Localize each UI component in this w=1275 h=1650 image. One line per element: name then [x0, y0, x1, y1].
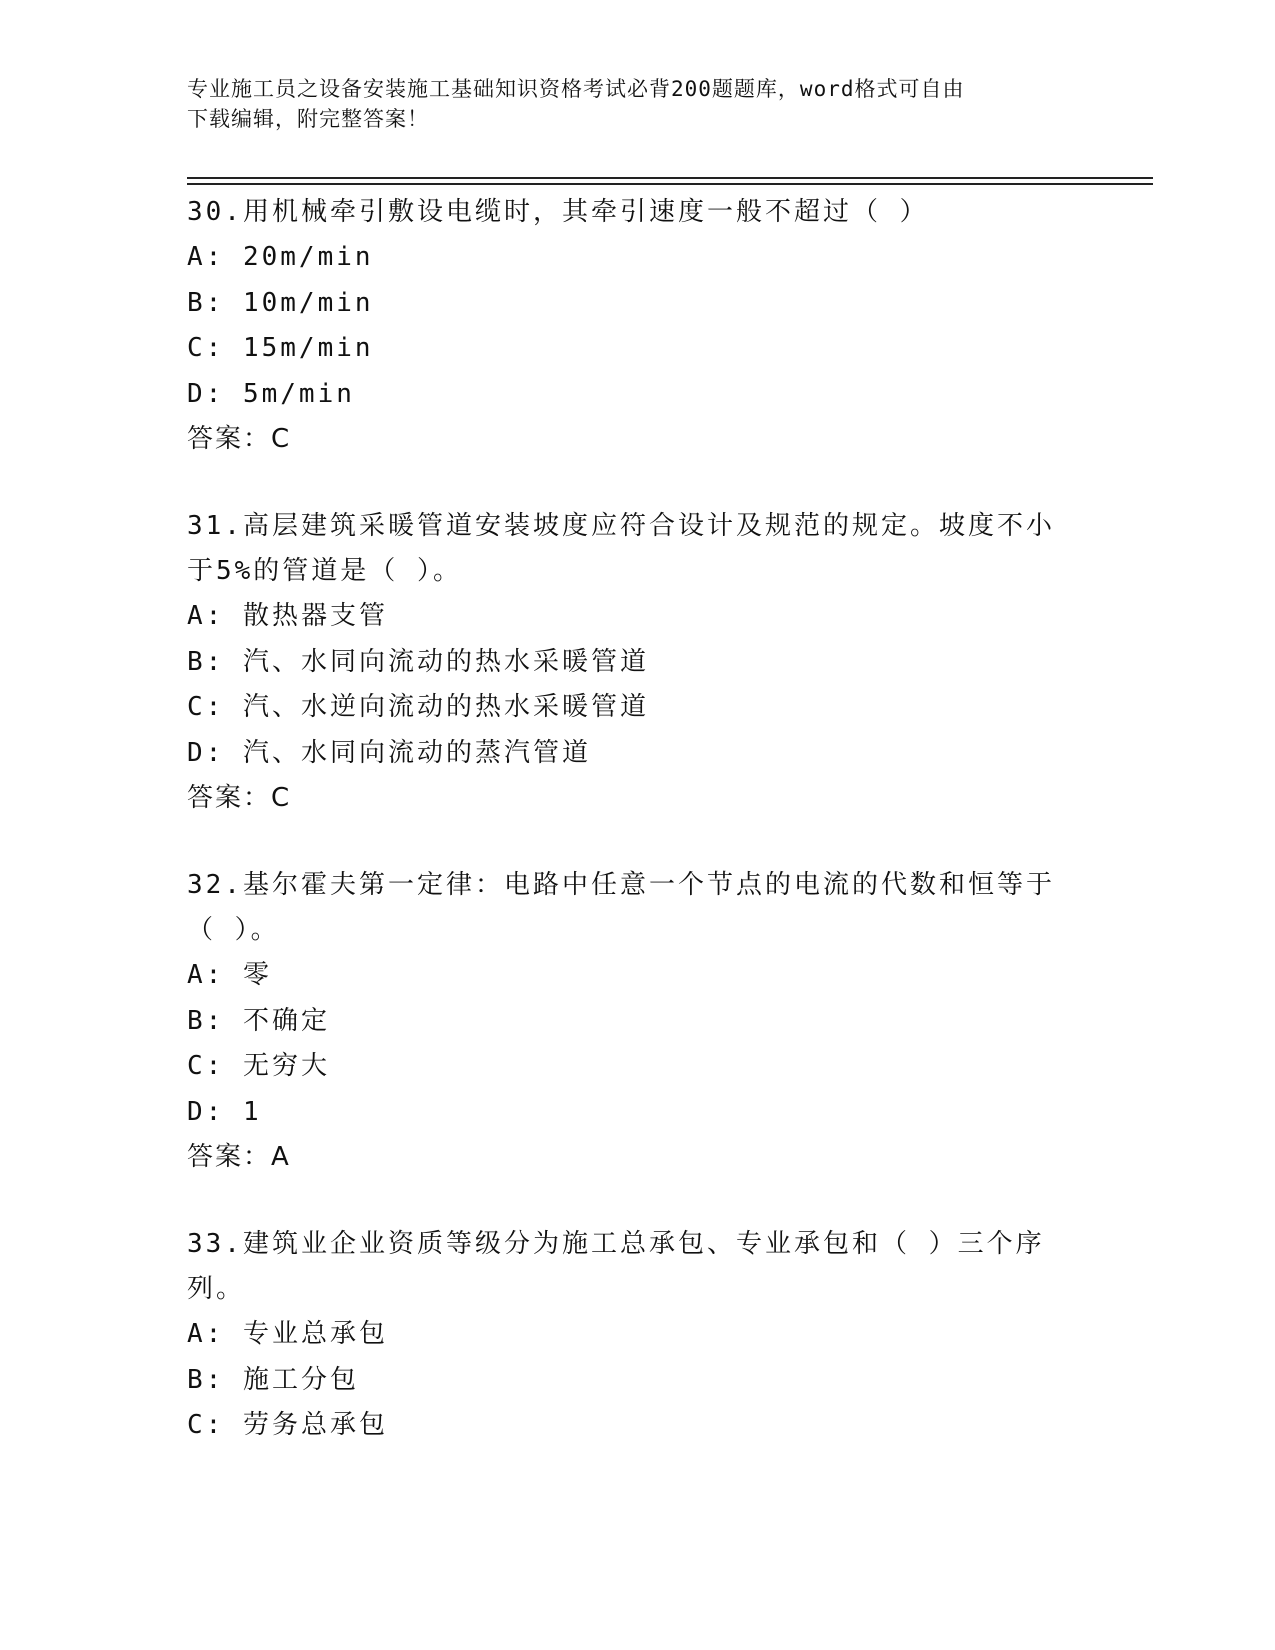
option-d: D: 5m/min: [187, 378, 355, 409]
header-line-1: 专业施工员之设备安装施工基础知识资格考试必背200题题库，word格式可自由: [187, 77, 965, 101]
question-spacer: [187, 1180, 1087, 1222]
question-text: 30.用机械牵引敷设电缆时，其牵引速度一般不超过（ ）: [187, 197, 929, 227]
option-c: C: 劳务总承包: [187, 1410, 388, 1440]
question-list: [187, 190, 1087, 1449]
question-spacer: [187, 821, 1087, 863]
option-a: A: 散热器支管: [187, 601, 388, 631]
header-rule-top: [187, 177, 1153, 179]
option-b: B: 不确定: [187, 1005, 330, 1036]
question-32: [187, 863, 1087, 1180]
option-b: B: 汽、水同向流动的热水采暖管道: [187, 646, 649, 677]
question-30: [187, 190, 1087, 462]
option-a: A: 零: [187, 960, 272, 990]
header-rule-bottom: [187, 183, 1153, 185]
option-b: B: 施工分包: [187, 1364, 359, 1395]
option-b: B: 10m/min: [187, 287, 374, 318]
answer: 答案：C: [187, 783, 292, 813]
question-text: 32.基尔霍夫第一定律：电路中任意一个节点的电流的代数和恒等于（ ）。: [187, 870, 1055, 945]
option-d: D: 1: [187, 1096, 262, 1127]
question-31: [187, 504, 1087, 821]
option-a: A: 专业总承包: [187, 1319, 388, 1349]
answer: 答案：A: [187, 1142, 291, 1172]
header-line-2: 下载编辑，附完整答案！: [187, 107, 429, 131]
question-text: 31.高层建筑采暖管道安装坡度应符合设计及规范的规定。坡度不小于5%的管道是（ ）。: [187, 511, 1055, 586]
answer: 答案：C: [187, 424, 292, 454]
question-spacer: [187, 462, 1087, 504]
option-a: A: 20m/min: [187, 242, 374, 272]
question-text: 33.建筑业企业资质等级分为施工总承包、专业承包和（ ）三个序列。: [187, 1229, 1045, 1304]
question-33: [187, 1222, 1087, 1449]
option-c: C: 汽、水逆向流动的热水采暖管道: [187, 692, 649, 722]
document-header: [187, 74, 1067, 134]
option-c: C: 15m/min: [187, 333, 374, 363]
option-c: C: 无穷大: [187, 1051, 330, 1081]
option-d: D: 汽、水同向流动的蒸汽管道: [187, 737, 591, 768]
